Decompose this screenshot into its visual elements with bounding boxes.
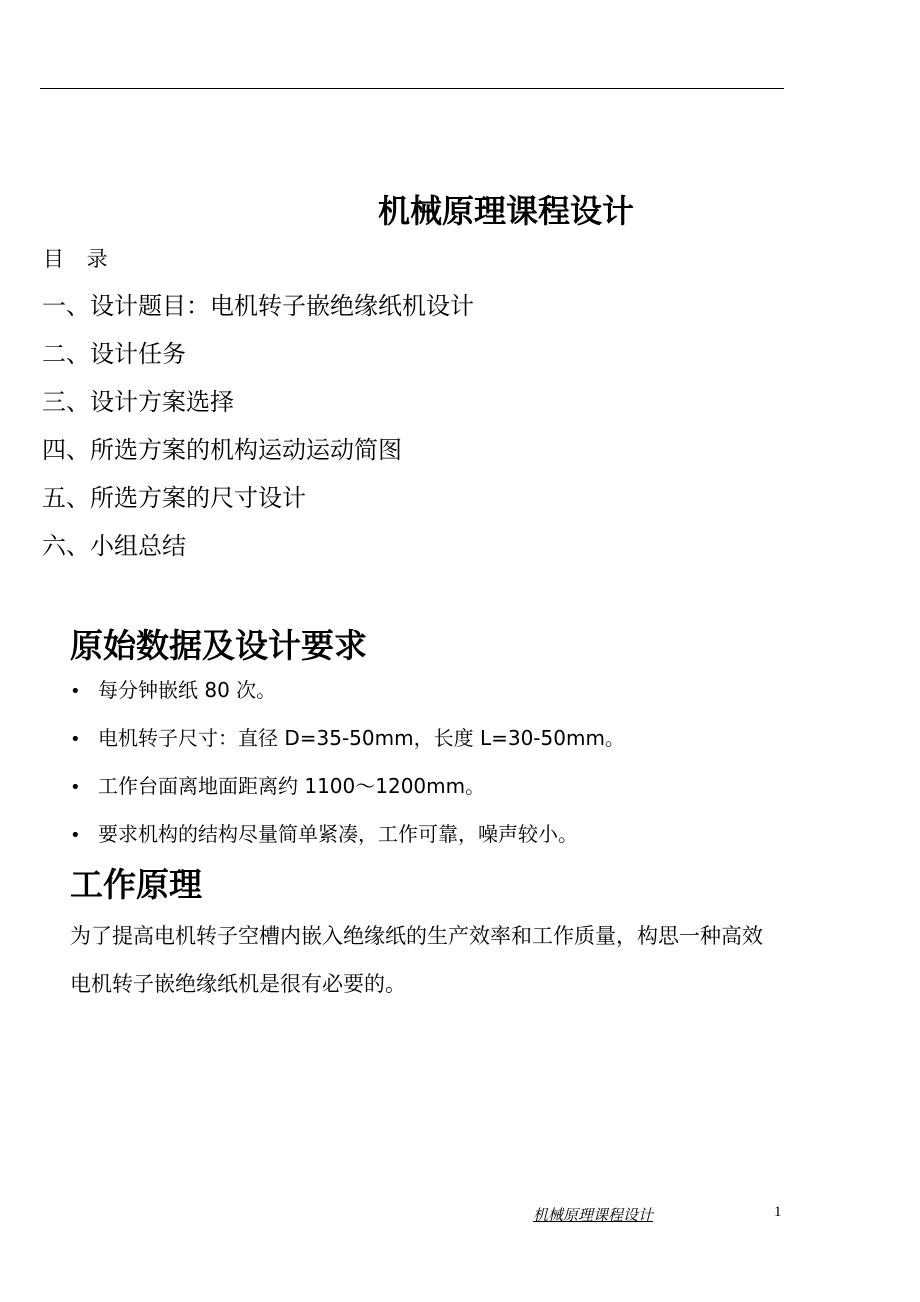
requirement-item — [70, 816, 625, 864]
requirement-item — [70, 672, 625, 720]
principle-line-1: 为了提高电机转子空槽内嵌入绝缘纸的生产效率和工作质量，构思一种高效 — [70, 924, 763, 948]
bullet-icon: • — [70, 729, 81, 750]
requirement-text: 要求机构的结构尽量简单紧凑，工作可靠，噪声较小。 — [98, 822, 578, 846]
requirement-text: 工作台面离地面距离约 1100～1200mm。 — [98, 774, 486, 798]
toc-item-1: 一、设计题目：电机转子嵌绝缘纸机设计 — [42, 292, 474, 320]
bullet-icon: • — [70, 777, 81, 798]
footer-title: 机械原理课程设计 — [533, 1206, 654, 1224]
header-rule — [40, 88, 784, 89]
toc-item-5: 五、所选方案的尺寸设计 — [42, 484, 306, 512]
requirements-list — [70, 672, 625, 864]
toc-item-6: 六、小组总结 — [42, 532, 186, 560]
bullet-icon: • — [70, 825, 81, 846]
bullet-icon: • — [70, 681, 81, 702]
toc-item-3: 三、设计方案选择 — [42, 388, 234, 416]
table-of-contents — [42, 286, 474, 574]
toc-heading: 目 录 — [43, 247, 116, 271]
requirement-item — [70, 720, 625, 768]
document-title: 机械原理课程设计 — [378, 192, 635, 230]
principle-heading: 工作原理 — [70, 865, 202, 904]
requirement-text: 每分钟嵌纸 80 次。 — [98, 678, 277, 702]
requirement-item — [70, 768, 625, 816]
requirement-text: 电机转子尺寸：直径 D=35-50mm，长度 L=30-50mm。 — [98, 726, 625, 750]
toc-item-4: 四、所选方案的机构运动运动简图 — [42, 436, 402, 464]
page-number: 1 — [774, 1204, 782, 1220]
principle-line-2: 电机转子嵌绝缘纸机是很有必要的。 — [70, 972, 406, 996]
principle-paragraph — [70, 912, 810, 1008]
requirements-heading: 原始数据及设计要求 — [70, 626, 367, 665]
toc-item-2: 二、设计任务 — [42, 340, 186, 368]
